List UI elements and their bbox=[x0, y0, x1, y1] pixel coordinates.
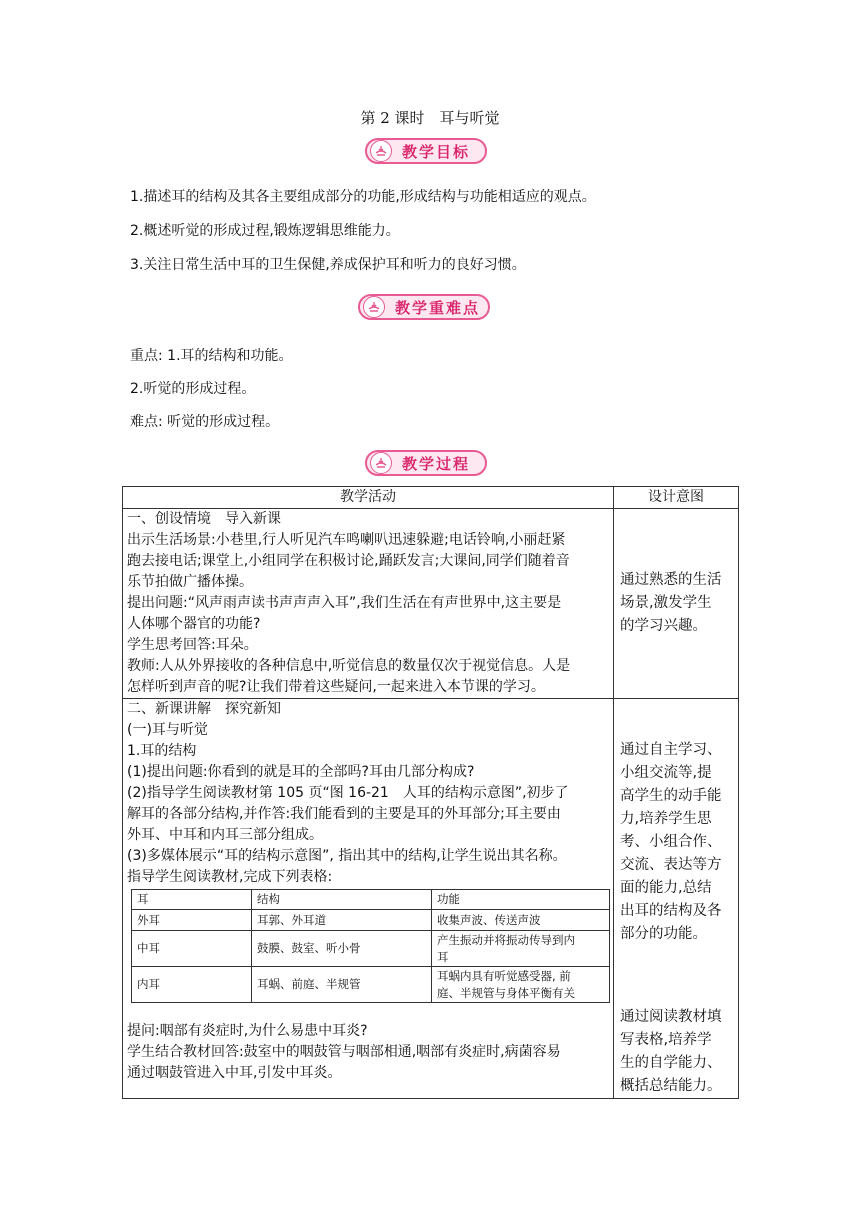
table-row bbox=[132, 931, 610, 967]
ear-header: 耳 bbox=[132, 890, 252, 910]
badge-key-points bbox=[358, 294, 490, 320]
text-line: 指导学生阅读教材,完成下列表格: bbox=[127, 869, 333, 885]
structure-cell: 耳蜗、前庭、半规管 bbox=[252, 967, 432, 1003]
function-text: 产生振动并将振动传导到内 bbox=[437, 932, 575, 947]
text-line: 二、新课讲解 探究新知 bbox=[127, 701, 281, 717]
intent-line: 部分的功能。 bbox=[620, 926, 707, 942]
function-cell bbox=[432, 931, 610, 967]
intent-line: 通过自主学习、 bbox=[620, 742, 722, 758]
badge-objectives-label: 教学目标 bbox=[402, 142, 471, 161]
text-line: 出示生活场景:小巷里,行人听见汽车鸣喇叭迅速躲避;电话铃响,小丽赶紧 bbox=[127, 532, 566, 548]
function-text: 收集声波、传送声波 bbox=[437, 912, 541, 927]
ear-cell: 外耳 bbox=[132, 910, 252, 931]
intent-line: 通过阅读教材填 bbox=[620, 1009, 722, 1025]
header-activity: 教学活动 bbox=[123, 487, 614, 509]
section-1-intent bbox=[614, 509, 739, 699]
difficulty-line: 难点: 听觉的形成过程。 bbox=[130, 414, 280, 430]
intent-line: 写表格,培养学 bbox=[620, 1032, 712, 1048]
badge-key-points-label: 教学重难点 bbox=[395, 298, 481, 317]
text-line: (2)指导学生阅读教材第 105 页“图 16-21 人耳的结构示意图”,初步了 bbox=[127, 785, 569, 801]
function-text: 耳蜗内具有听觉感受器, 前 bbox=[437, 968, 571, 983]
function-text: 庭、半规管与身体平衡有关 bbox=[437, 985, 575, 1000]
intent-line: 场景,激发学生 bbox=[620, 595, 712, 611]
ear-cell: 中耳 bbox=[132, 931, 252, 967]
objective-2: 2.概述听觉的形成过程,锻炼逻辑思维能力。 bbox=[130, 223, 400, 239]
structure-header: 结构 bbox=[252, 890, 432, 910]
intent-line: 生的自学能力、 bbox=[620, 1055, 722, 1071]
text-line: 一、创设情境 导入新课 bbox=[127, 511, 281, 527]
spacer bbox=[620, 946, 732, 1006]
text-line: 提问:咽部有炎症时,为什么易患中耳炎? bbox=[127, 1023, 368, 1039]
focus-line-2: 2.听觉的形成过程。 bbox=[130, 381, 256, 397]
ear-cell: 内耳 bbox=[132, 967, 252, 1003]
intent-line: 概括总结能力。 bbox=[620, 1078, 722, 1094]
intent-line: 力,培养学生思 bbox=[620, 811, 712, 827]
focus-line-1: 重点: 1.耳的结构和功能。 bbox=[130, 348, 293, 364]
intent-line: 小组交流等,提 bbox=[620, 765, 712, 781]
objective-3: 3.关注日常生活中耳的卫生保健,养成保护耳和听力的良好习惯。 bbox=[130, 257, 526, 273]
text-line: 怎样听到声音的呢?让我们带着这些疑问,一起来进入本节课的学习。 bbox=[127, 679, 545, 695]
text-line: 乐节拍做广播体操。 bbox=[127, 574, 253, 590]
table-row bbox=[132, 967, 610, 1003]
intent-line: 高学生的动手能 bbox=[620, 788, 722, 804]
book-icon bbox=[370, 452, 392, 474]
book-icon bbox=[363, 296, 385, 318]
section-1-activity bbox=[123, 509, 614, 699]
badge-process-label: 教学过程 bbox=[402, 454, 471, 473]
function-text: 耳 bbox=[437, 949, 449, 964]
intent-line: 考、小组合作、 bbox=[620, 834, 722, 850]
text-line: 学生结合教材回答:鼓室中的咽鼓管与咽部相通,咽部有炎症时,病菌容易 bbox=[127, 1044, 561, 1060]
badge-objectives bbox=[365, 138, 487, 164]
intent-line: 出耳的结构及各 bbox=[620, 903, 722, 919]
lesson-title: 第 2 课时 耳与听觉 bbox=[360, 109, 500, 127]
text-line: (一)耳与听觉 bbox=[127, 722, 208, 738]
function-cell bbox=[432, 910, 610, 931]
function-cell bbox=[432, 967, 610, 1003]
header-intent: 设计意图 bbox=[614, 487, 739, 509]
text-line: 解耳的各部分结构,并作答:我们能看到的主要是耳的外耳部分;耳主要由 bbox=[127, 806, 561, 822]
text-line: 人体哪个器官的功能? bbox=[127, 616, 261, 632]
table-row bbox=[132, 910, 610, 931]
text-line: 教师:人从外界接收的各种信息中,听觉信息的数量仅次于视觉信息。人是 bbox=[127, 658, 571, 674]
text-line: 1.耳的结构 bbox=[127, 743, 197, 759]
text-line: 学生思考回答:耳朵。 bbox=[127, 637, 258, 653]
book-icon bbox=[370, 140, 392, 162]
text-line: 外耳、中耳和内耳三部分组成。 bbox=[127, 827, 323, 843]
intent-line: 交流、表达等方 bbox=[620, 857, 722, 873]
intent-line: 的学习兴趣。 bbox=[620, 618, 707, 634]
text-line: 跑去接电话;课堂上,小组同学在积极讨论,踊跃发言;大课间,同学们随着音 bbox=[127, 553, 570, 569]
intent-line: 通过熟悉的生活 bbox=[620, 572, 722, 588]
intent-line: 面的能力,总结 bbox=[620, 880, 712, 896]
text-line: (1)提出问题:你看到的就是耳的全部吗?耳由几部分构成? bbox=[127, 764, 475, 780]
section-2-activity bbox=[123, 699, 614, 1099]
section-2-intent bbox=[614, 699, 739, 1099]
ear-structure-table bbox=[131, 889, 610, 1003]
teaching-process-table bbox=[122, 486, 739, 1099]
structure-cell: 鼓膜、鼓室、听小骨 bbox=[252, 931, 432, 967]
badge-process bbox=[365, 450, 487, 476]
text-line: 通过咽鼓管进入中耳,引发中耳炎。 bbox=[127, 1065, 342, 1081]
text-line: 提出问题:“风声雨声读书声声声入耳”,我们生活在有声世界中,这主要是 bbox=[127, 595, 562, 611]
function-header: 功能 bbox=[432, 890, 610, 910]
text-line: (3)多媒体展示“耳的结构示意图”, 指出其中的结构,让学生说出其名称。 bbox=[127, 848, 567, 864]
structure-cell: 耳郭、外耳道 bbox=[252, 910, 432, 931]
objective-1: 1.描述耳的结构及其各主要组成部分的功能,形成结构与功能相适应的观点。 bbox=[130, 189, 596, 205]
